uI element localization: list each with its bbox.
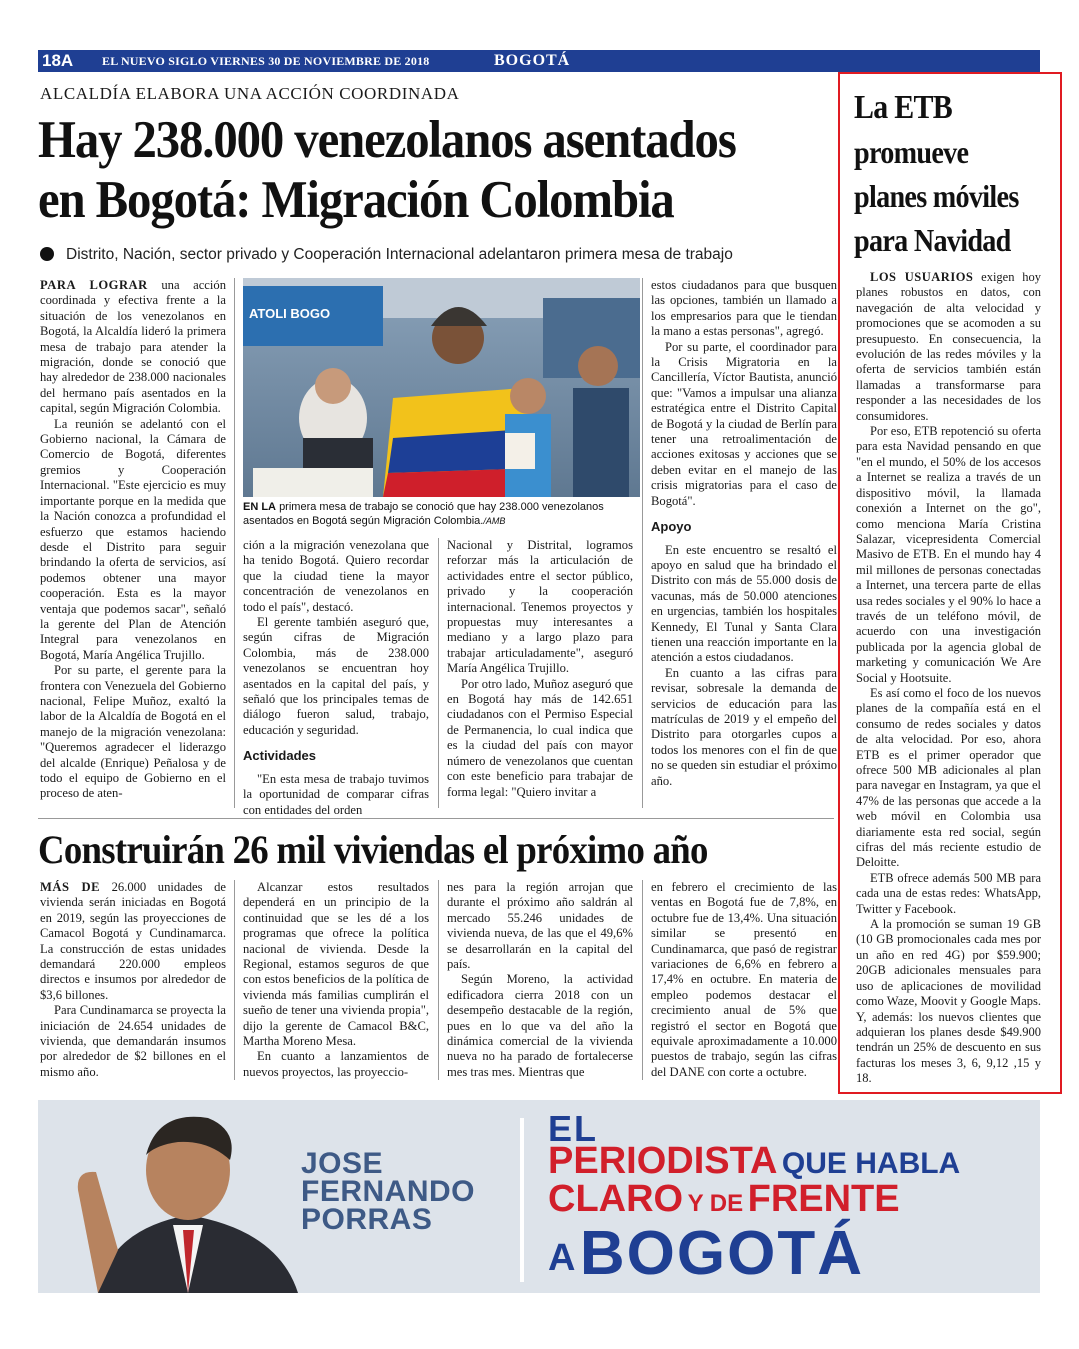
candidate-name-line3: PORRAS bbox=[301, 1203, 433, 1236]
paragraph: estos ciudadanos para que busquen las opciones, también un llamado a los empresarios para que le tiendan la mano a estas personas", agregó. bbox=[651, 278, 837, 339]
second-column-1 bbox=[40, 880, 226, 1080]
subheading-actividades: Actividades bbox=[243, 748, 316, 764]
paragraph: nes para la región arrojan que durante el próximo año saldrán al mercado 55.246 unidades de vivienda nueva, de las que el 49,6% se desarrollarán en la capital del país. bbox=[447, 880, 633, 972]
photo-credit: /AMB bbox=[483, 516, 506, 526]
main-column-2 bbox=[243, 538, 429, 818]
paragraph: Por su parte, el coordinador para la Crisis Migratoria en la Cancillería, Víctor Bautista, anunció que: "Vamos a impulsar una alianza estratégica entre el Distrito Capital de Bogotá y la ciudad de Berlín para tener una retroalimentación de acciones exitosas y acciones que se deben evitar en el manejo de las crisis migratorias para el caso de Bogotá". bbox=[651, 339, 837, 508]
candidate-name-line1: JOSE bbox=[301, 1147, 384, 1180]
paragraph: Para Cundinamarca se proyecta la iniciación de 24.654 unidades de vivienda, que demandarán insumos por alrededor de $2 billones en el mismo año. bbox=[40, 1003, 226, 1079]
paragraph: Por eso, ETB repotenció su oferta para esta Navidad pensando en que "en el mundo, el 50% de los accesos a Internet se realiza a través de un dispositivo móvil, la llamada conexión a Internet on the go", como menciona María Cristina Salazar, vicepresidenta Comercial Masivo de ETB. En el mundo hay 4 mil millones de personas conectadas a Internet, una tercera parte de ellas usa redes sociales y el 90% lo hace a través de un teléfono móvil, de acuerdo con una investigación publicada por la agencia global de marketing y comunicación We Are Social y Hootsuite. bbox=[856, 424, 1041, 685]
paragraph: Es así como el foco de los nuevos planes de la compañía está en el consumo de redes sociales y datos de alta velocidad. Por eso, ahora ETB es el primer operador que ofrece 500 MB adicionales al plan para navegar en Instagram, ya que el 47% de las personas que accede a la web móvil en Colombia usa diariamente esta red social, según cifras del más reciente estudio de Deloitte. bbox=[856, 685, 1041, 870]
ad-word-claro: CLARO bbox=[548, 1178, 684, 1220]
paragraph: 26.000 unidades de vivienda serán iniciadas en Bogotá en 2019, según las proyecciones de Camacol Bogotá y Cundinamarca. La construcción de estas unidades demandará 220.000 empleos directos e insumos por alrededor de $3,6 billones. bbox=[40, 880, 226, 1002]
sidebar-body bbox=[856, 270, 1041, 1087]
page-header-bar bbox=[38, 50, 1040, 72]
ad-slogan-line2 bbox=[548, 1140, 960, 1183]
ad-divider bbox=[520, 1118, 524, 1282]
paragraph: Nacional y Distrital, logramos reforzar más la articulación de actividades entre el sector público, privado y la cooperación internacional. Tenemos proyectos y propuestas muy interesantes a mediano y a largo plazo para trabajar articuladamente", aseguró María Angélica Trujillo. bbox=[447, 538, 633, 676]
edition-meta: EL NUEVO SIGLO VIERNES 30 DE NOVIEMBRE DE 2018 bbox=[102, 54, 430, 68]
second-column-3 bbox=[447, 880, 633, 1080]
paragraph: Por su parte, el gerente para la frontera con Venezuela del Gobierno nacional, Felipe Muñoz, exaltó la labor de la Alcaldía de Bogotá en el manejo de la migración venezolana: "Queremos agradecer el liderazgo del alcalde (Enrique) Peñalosa y de todo el equipo de Gobierno en el proceso de aten- bbox=[40, 663, 226, 801]
sidebar-title-line1: La ETB bbox=[854, 89, 953, 126]
column-rule bbox=[642, 278, 643, 808]
paragraph: ción a la migración venezolana que ha tenido Bogotá. Quiero recordar que la ciudad tiene la mayor concentración de venezolanos en todo el país", destacó. bbox=[243, 538, 429, 614]
lead-in: LOS USUARIOS bbox=[870, 270, 974, 284]
ad-word-y-de: Y DE bbox=[687, 1190, 744, 1217]
candidate-name bbox=[301, 1147, 475, 1236]
column-rule bbox=[234, 880, 235, 1080]
caption-text: primera mesa de trabajo se conoció que hay 238.000 venezolanos asentados en Bogotá según Migración Colombia. bbox=[243, 501, 604, 527]
paragraph: ETB ofrece además 500 MB para cada una de estas redes: WhatsApp, Twitter y Facebook. bbox=[856, 870, 1041, 916]
paragraph: Por otro lado, Muñoz aseguró que en Bogotá hay más de 142.651 ciudadanos con el Permiso Especial de Permanencia, lo cual indica que es la ciudad del país con mayor número de venezolanos que cuentan con este beneficio para trabajar de forma legal: "Quiero invitar a bbox=[447, 676, 633, 799]
column-rule bbox=[234, 278, 235, 808]
lead-in: PARA LOGRAR bbox=[40, 278, 148, 292]
bullet-icon bbox=[40, 247, 54, 261]
paragraph: El gerente también aseguró que, según cifras de Migración Colombia, más de 238.000 venezolanos se encuentran hoy asentados en la capital del país, y señaló que los principales temas de diálogo fueron salud, trabajo, educación y seguridad. bbox=[243, 615, 429, 737]
column-rule bbox=[438, 538, 439, 808]
second-headline: Construirán 26 mil viviendas el próximo año bbox=[38, 827, 708, 872]
paragraph: Alcanzar estos resultados dependerá en un principio de la continuidad que se les dé a los programas que ofrece la política nacional de vivienda. Desde la Regional, estamos seguros de que con estos beneficios de la política de vivienda más familias cumplirán el sueño de tener una vivienda propia", dijo la gerente de Camacol B&C, Martha Moreno Mesa. bbox=[243, 880, 429, 1049]
ad-slogan-line1: EL bbox=[548, 1108, 599, 1149]
paragraph: en febrero el crecimiento de las ventas en Bogotá fue de 7,8%, en octubre fue de 13,4%. Una situación similar se presentó en Cundinamarca, que pasó de registrar variaciones de 6,6% en febrero a 17,4% en octubre. En materia de empleo podemos destacar el crecimiento anual de 5% que registró el sector en Bogotá que equivale aproximadamente a 10.000 puestos de trabajo, según las cifras del DANE con corte a octubre. bbox=[651, 880, 837, 1079]
paragraph: exigen hoy planes robustos en datos, con navegación de alta velocidad y promociones que se acomoden a su presupuesto. En consecuencia, la evolución de las redes móviles y la oferta de servicios también están llamadas a transformarse para responder a las necesidades de los consumidores. bbox=[856, 270, 1041, 423]
subheading-apoyo: Apoyo bbox=[651, 519, 692, 535]
main-column-3 bbox=[447, 538, 633, 800]
main-subhead bbox=[40, 246, 733, 264]
main-column-4 bbox=[651, 278, 837, 789]
ad-slogan-line4 bbox=[548, 1218, 864, 1289]
paragraph: En este encuentro se resaltó el apoyo en salud que ha brindado el Distrito con más de 55.000 dosis de vacunas, más de 50.000 atenciones en urgencias, también los hospitales Kennedy, El Tunal y Santa Clara tienen una reacción importante en la atención a estos ciudadanos. bbox=[651, 542, 837, 665]
paragraph: "En esta mesa de trabajo tuvimos la oportunidad de comparar cifras con entidades del orden bbox=[243, 771, 429, 817]
main-headline-line2: en Bogotá: Migración Colombia bbox=[38, 171, 674, 229]
photo-caption bbox=[243, 500, 640, 528]
ad-word-frente: FRENTE bbox=[747, 1178, 900, 1220]
ad-word-a: A bbox=[548, 1237, 576, 1279]
ad-word-periodista: PERIODISTA bbox=[548, 1140, 778, 1182]
sidebar-title-line3: planes móviles bbox=[854, 178, 1019, 214]
ad-word-que-habla: QUE HABLA bbox=[781, 1147, 961, 1180]
sidebar-title-line2: promueve bbox=[854, 134, 969, 170]
subhead-text: Distrito, Nación, sector privado y Cooperación Internacional adelantaron primera mesa de trabajo bbox=[66, 246, 733, 263]
tent-sign-text: ATOLI BOGO bbox=[249, 306, 331, 321]
paragraph: En cuanto a lanzamientos de nuevos proyectos, las proyeccio- bbox=[243, 1049, 429, 1079]
news-photo bbox=[243, 278, 640, 497]
sidebar-title-line4: para Navidad bbox=[854, 222, 1011, 258]
column-rule bbox=[438, 880, 439, 1080]
column-rule bbox=[642, 880, 643, 1080]
sidebar-title bbox=[854, 86, 1030, 262]
second-column-4 bbox=[651, 880, 837, 1080]
paragraph: Según Moreno, la actividad edificadora cierra 2018 con un desempeño destacable de la región, pues en lo que va del año la dinámica comercial de la vivienda nueva no ha parado de fortalecerse mes tras mes. Mientras que bbox=[447, 972, 633, 1079]
second-column-2 bbox=[243, 880, 429, 1080]
paragraph: una acción coordinada y efectiva frente a la situación de los venezolanos en Bogotá, la Alcaldía lideró la primera mesa de trabajo para atender la migración, donde se conoció que hay alrededor de 238.000 nacionales del hermano país asentados en la capital, según Migración Colombia. bbox=[40, 278, 226, 416]
paragraph: La reunión se adelantó con el Gobierno nacional, la Cámara de Comercio de Bogotá, diferentes gremios y Cooperación Internacional. "Este ejercicio es muy importante porque en la medida que la Nación conozca a profundidad el esfuerzo que estamos haciendo desde el Distrito para seguir brindando la oferta de servicios, así podemos obtener una mayor cooperación. Esta es la mayor ventaja que podemos sacar", señaló la gerente del Plan de Atención Integral para venezolanos en Bogotá, María Angélica Trujillo. bbox=[40, 416, 226, 662]
story-kicker: ALCALDÍA ELABORA UNA ACCIÓN COORDINADA bbox=[40, 84, 460, 103]
ad-slogan-line3 bbox=[548, 1178, 900, 1221]
paragraph: A la promoción se suman 19 GB (10 GB promocionales cada mes por un año en red 4G) por $59.900; 20GB adicionales mensuales para uso de aplicaciones de movilidad como Waze, Moovit y Google Maps. Y, además: los nuevos clientes que adquieran los planes desde $49.900 tendrán un 25% de descuento en sus facturas los meses 3, 6, 9,12 ,15 y 18. bbox=[856, 917, 1041, 1086]
paragraph: En cuanto a las cifras para revisar, sobresale la demanda de servicios de educación para las matrículas de 2019 y el empeño del Distrito para otorgarles cupos a todos los menores con el fin de que no se queden sin estudiar el próximo año. bbox=[651, 665, 837, 788]
main-column-1 bbox=[40, 278, 226, 802]
main-headline bbox=[38, 110, 774, 230]
main-headline-line1: Hay 238.000 venezolanos asentados bbox=[38, 111, 736, 169]
story-divider bbox=[38, 818, 834, 819]
section-name: BOGOTÁ bbox=[494, 52, 571, 69]
lead-in: MÁS DE bbox=[40, 880, 101, 894]
page-number: 18A bbox=[42, 51, 74, 70]
candidate-portrait bbox=[38, 1100, 338, 1293]
candidate-name-line2: FERNANDO bbox=[301, 1175, 475, 1208]
ad-word-bogota: BOGOTÁ bbox=[579, 1219, 865, 1288]
caption-lead: EN LA bbox=[243, 501, 276, 513]
